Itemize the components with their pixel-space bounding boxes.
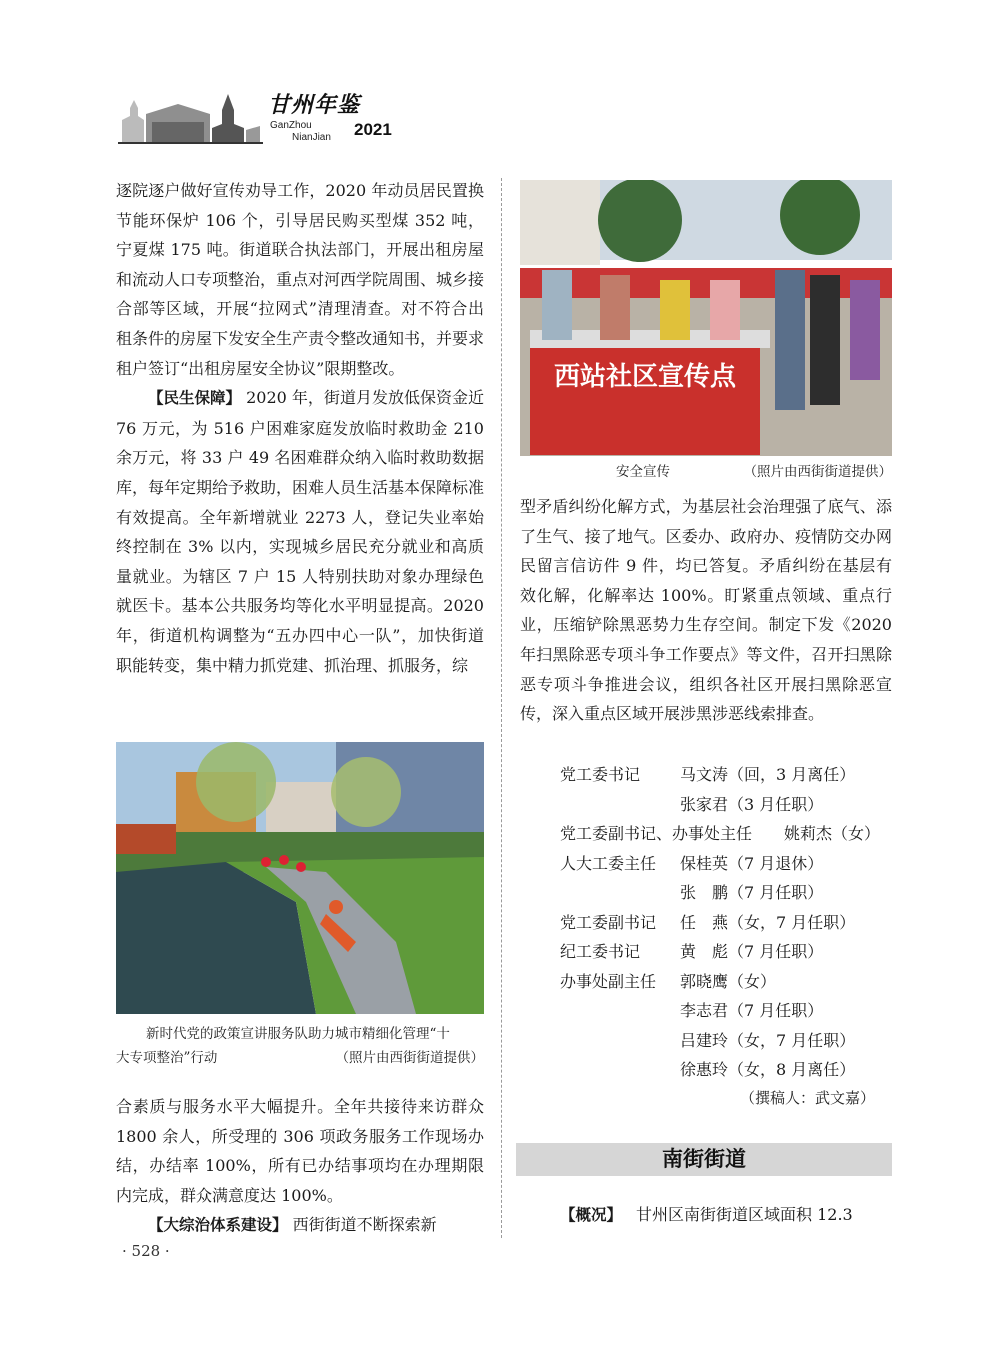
column-divider xyxy=(501,178,502,1238)
roster-name: 徐惠玲（女，8 月离任） xyxy=(680,1060,856,1079)
left-caption-line1: 新时代党的政策宣讲服务队助力城市精细化管理“十 xyxy=(146,1026,450,1042)
governance-text: 西街街道不断探索新 xyxy=(287,1215,437,1235)
roster-name: 任 燕（女，7 月任职） xyxy=(680,912,856,932)
yearbook-title: 甘州年鉴 xyxy=(268,92,361,118)
left-text-bottom xyxy=(116,1092,484,1241)
roster-name: 姚莉杰（女） xyxy=(784,824,881,843)
roster-name: 黄 彪（7 月任职） xyxy=(680,942,824,961)
roster-role: 人大工委主任 xyxy=(560,853,657,873)
roster-row xyxy=(520,878,892,908)
skyline-illustration xyxy=(118,80,263,146)
heading-livelihood: 【民生保障】 xyxy=(148,390,242,408)
paragraph-service: 合素质与服务水平大幅提升。全年共接待来访群众 1800 余人，所受理的 306 项政务服务工作现场办结，办结率 100%，所有已办结事项均在办理期限内完成，群众满意度达 100%。 xyxy=(116,1097,484,1205)
roster-name: 张 鹏（7 月任职） xyxy=(680,883,824,902)
left-caption-line2: 大专项整治”行动 xyxy=(116,1050,218,1066)
roster-row xyxy=(520,760,892,790)
roster-row xyxy=(520,1026,892,1056)
right-photo-credit: （照片由西街街道提供） xyxy=(743,464,892,480)
right-caption: 安全宣传 xyxy=(616,464,670,480)
paragraph-livelihood xyxy=(116,383,484,680)
roster-row xyxy=(520,937,892,967)
heading-overview: 【概况】 xyxy=(560,1207,623,1224)
paragraph-environment: 逐院逐户做好宣传劝导工作，2020 年动员居民置换节能环保炉 106 个，引导居民购买型煤 352 吨，宁夏煤 175 吨。街道联合执法部门，开展出租房屋和流动人口专项整治，重点对河西学院周围、城乡接合部等区域，开展“拉网式”清理清查。对不符合出租条件的房屋下发安全生产责令整改通知书，并要求租户签订“出租房屋安全协议”限期整改。 xyxy=(116,181,485,378)
roster-name: 张家君（3 月任职） xyxy=(680,794,824,814)
roster-name: 李志君（7 月任职） xyxy=(680,1001,824,1020)
roster-role: 纪工委书记 xyxy=(560,942,641,961)
right-text xyxy=(520,492,892,729)
page-number: · 528 · xyxy=(122,1242,170,1260)
yearbook-pinyin-1: GanZhou xyxy=(270,120,312,131)
photo-safety-publicity xyxy=(520,180,892,456)
yearbook-year: 2021 xyxy=(354,120,392,139)
roster-name: 郭晓鹰（女） xyxy=(680,971,777,991)
yearbook-header xyxy=(118,80,408,146)
section-heading-bar xyxy=(516,1143,892,1176)
overview-text: 甘州区南街街道区域面积 12.3 xyxy=(636,1205,853,1224)
roster-row xyxy=(520,996,892,1026)
left-photo-caption xyxy=(116,1022,484,1070)
paragraph-dispute-resolution: 型矛盾纠纷化解方式，为基层社会治理强了底气、添了生气、接了地气。区委办、政府办、疫情防交办网民留言信访件 9 件，均已答复。矛盾纠纷在基层有效化解，化解率达 100%。盯紧重点领域、重点行业，压缩铲除黑恶势力生存空间。制定下发《2020 年扫黑除恶专项斗争工作要点》等文件，召开扫黑除恶专项斗争推进会议，组织各社区开展扫黑除恶宣传，深入重点区域开展涉黑涉恶线索排查。 xyxy=(520,497,892,724)
left-text-top xyxy=(116,176,484,680)
roster-row xyxy=(520,790,892,820)
heading-governance: 【大综治体系建设】 xyxy=(148,1217,288,1235)
roster-row xyxy=(520,849,892,879)
roster-row xyxy=(520,819,892,849)
banner-text: 西站社区宣传点 xyxy=(553,362,737,392)
roster-name: 吕建玲（女，7 月任职） xyxy=(680,1030,856,1050)
section-title: 南街街道 xyxy=(662,1148,746,1171)
roster-row xyxy=(520,1055,892,1085)
roster-role: 办事处副主任 xyxy=(560,971,657,991)
yearbook-pinyin-2: NianJian xyxy=(292,132,331,143)
photo-river-cleanup xyxy=(116,742,484,1014)
roster-role: 党工委书记 xyxy=(560,765,641,784)
paragraph-governance xyxy=(116,1210,484,1241)
roster-row xyxy=(520,908,892,938)
livelihood-text: 2020 年，街道月发放低保资金近 76 万元，为 516 户困难家庭发放临时救助金 210 余万元，将 33 户 49 名困难群众纳入临时救助数据库，每年定期给予救助，困难人员生活基本保障标准有效提高。全年新增就业 2273 人，登记失业率始终控制在 3% 以内，实现城乡居民充分就业和高质量就业。为辖区 7 户 15 人特别扶助对象办理绿色就医卡。基本公共服务均等化水平明显提高。2020 年，街道机构调整为“五办四中心一队”，加快街道职能转变，集中精力抓党建、抓治理、抓服务，综 xyxy=(116,388,485,675)
author-credit: （撰稿人：武文嘉） xyxy=(740,1089,876,1107)
roster-row xyxy=(520,967,892,997)
roster-name: 保桂英（7 月退休） xyxy=(680,853,824,873)
left-photo-credit: （照片由西街街道提供） xyxy=(335,1050,484,1066)
roster-role: 党工委副书记、办事处主任 xyxy=(560,824,753,843)
section-overview xyxy=(560,1200,900,1231)
roster-name: 马文涛（回，3 月离任） xyxy=(680,765,856,784)
roster-role: 党工委副书记 xyxy=(560,912,657,932)
